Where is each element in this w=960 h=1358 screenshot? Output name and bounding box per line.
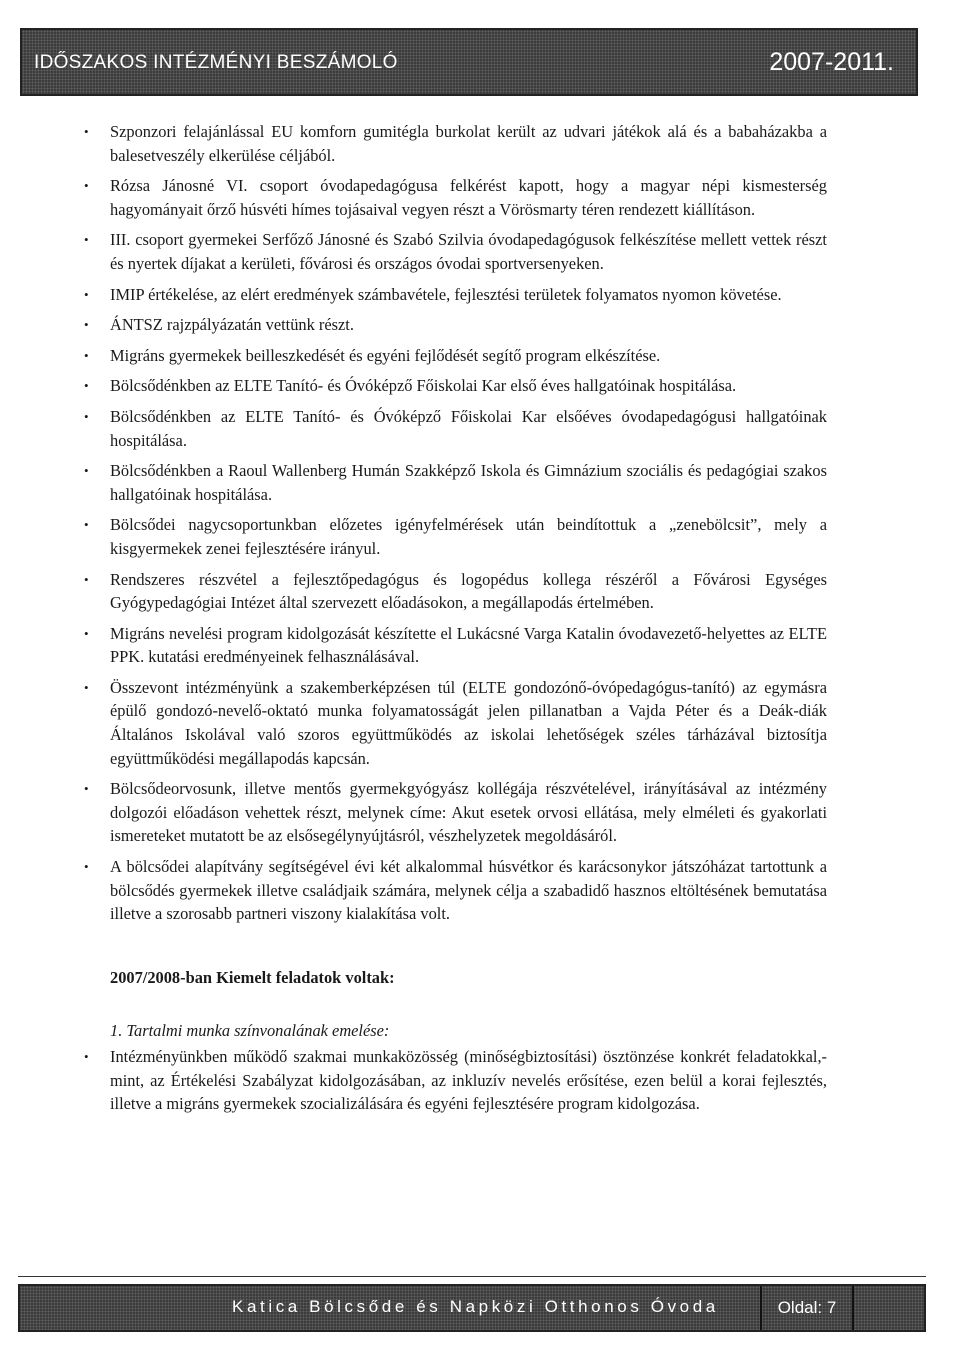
- footer-divider: [18, 1276, 926, 1277]
- list-item: • Rendszeres részvétel a fejlesztőpedagógus és logopédus kollega részéről a Fővárosi Egységes Gyógypedagógiai Intézet által szervezett előadásokon, a megállapodás értelmében.: [82, 568, 827, 615]
- header-title: IDŐSZAKOS INTÉZMÉNYI BESZÁMOLÓ: [34, 52, 398, 73]
- list-item: • Összevont intézményünk a szakemberképzésen túl (ELTE gondozónő-óvópedagógus-tanító) az egymásra épülő gondozó-nevelő-oktató munka folyamatosságát jelen pillanatban a Vajda Péter és a Deák-diák Általános Iskolával való szoros együttműködés az iskolai lehetőségek széles tárházával biztosítja együttműködési megállapodás kapcsán.: [82, 676, 827, 770]
- section-heading: 2007/2008-ban Kiemelt feladatok voltak:: [110, 967, 395, 987]
- list-item: • Bölcsődei nagycsoportunkban előzetes igényfelmérések után beindítottuk a „zenebölcsit”, mely a kisgyermekek zenei fejlesztésére irányul.: [82, 513, 827, 560]
- list-item: • III. csoport gyermekei Serfőző Jánosné és Szabó Szilvia óvodapedagógusok felkészítése mellett vettek részt és nyertek díjakat a kerületi, fővárosi és országos óvodai sportversenyeken.: [82, 228, 827, 275]
- page-footer-banner: [18, 1284, 926, 1332]
- footer-page-number: Oldal: 7: [760, 1286, 854, 1330]
- list-item: • Intézményünkben működő szakmai munkaközösség (minőségbiztosítási) ösztönzése konkrét feladatokkal,- mint, az Értékelési Szabályzat kidolgozásában, az inkluzív nevelés erősítése, ezen belül a korai fejlesztés, illetve a migráns gyermekek szocializálására és egyéni fejlesztésére program kidolgozása.: [82, 1045, 827, 1116]
- header-years: 2007-2011.: [769, 48, 894, 76]
- list-item: • Rózsa Jánosné VI. csoport óvodapedagógusa felkérést kapott, hogy a magyar népi kismesterség hagyományait őrző húsvéti hímes tojásaival vegyen részt a Vörösmarty téren rendezett kiállításon.: [82, 174, 827, 221]
- list-item: • Migráns gyermekek beilleszkedését és egyéni fejlődését segítő program elkészítése.: [82, 344, 827, 368]
- list-item: • ÁNTSZ rajzpályázatán vettünk részt.: [82, 313, 827, 337]
- list-item: • Bölcsődénkben az ELTE Tanító- és Óvóképző Főiskolai Kar elsőéves óvodapedagógusi hallgatóinak hospitálása.: [82, 405, 827, 452]
- list-item: • Bölcsődénkben a Raoul Wallenberg Humán Szakképző Iskola és Gimnázium szociális és pedagógiai szakos hallgatóinak hospitálása.: [82, 459, 827, 506]
- page-header-banner: [20, 28, 918, 96]
- subsection-heading: 1. Tartalmi munka színvonalának emelése:: [110, 1021, 390, 1041]
- bullet-list: [82, 120, 827, 926]
- list-item: • A bölcsődei alapítvány segítségével évi két alkalommal húsvétkor és karácsonykor játszóházat tartottunk a bölcsődés gyermekek illetve családjaik számára, melynek célja a szabadidő hasznos eltöltésének bemutatása illetve a szorosabb partneri viszony kialakítása volt.: [82, 855, 827, 926]
- list-item: • Migráns nevelési program kidolgozását készítette el Lukácsné Varga Katalin óvodavezető-helyettes az ELTE PPK. kutatási eredményeinek felhasználásával.: [82, 622, 827, 669]
- list-item: • Bölcsődénkben az ELTE Tanító- és Óvóképző Főiskolai Kar első éves hallgatóinak hospitálása.: [82, 374, 827, 398]
- list-item: • Szponzori felajánlással EU komforn gumitégla burkolat került az udvari játékok alá és a babaházakba a balesetveszély elkerülése céljából.: [82, 120, 827, 167]
- list-item: • Bölcsődeorvosunk, illetve mentős gyermekgyógyász kollégája részvételével, irányításával az intézmény dolgozói előadáson vehettek részt, melynek címe: Akut esetek orvosi ellátása, mely elméleti és gyakorlati ismereteket mutatott be az elsősegélynyújtásról, vészhelyzetek megoldásáról.: [82, 777, 827, 848]
- list-item: • IMIP értékelése, az elért eredmények számbavétele, fejlesztési területek folyamatos nyomon követése.: [82, 283, 827, 307]
- sub-bullet-list: [82, 1045, 827, 1116]
- footer-institution-name: Katica Bölcsőde és Napközi Otthonos Óvoda: [232, 1297, 719, 1316]
- document-body: [82, 120, 827, 1123]
